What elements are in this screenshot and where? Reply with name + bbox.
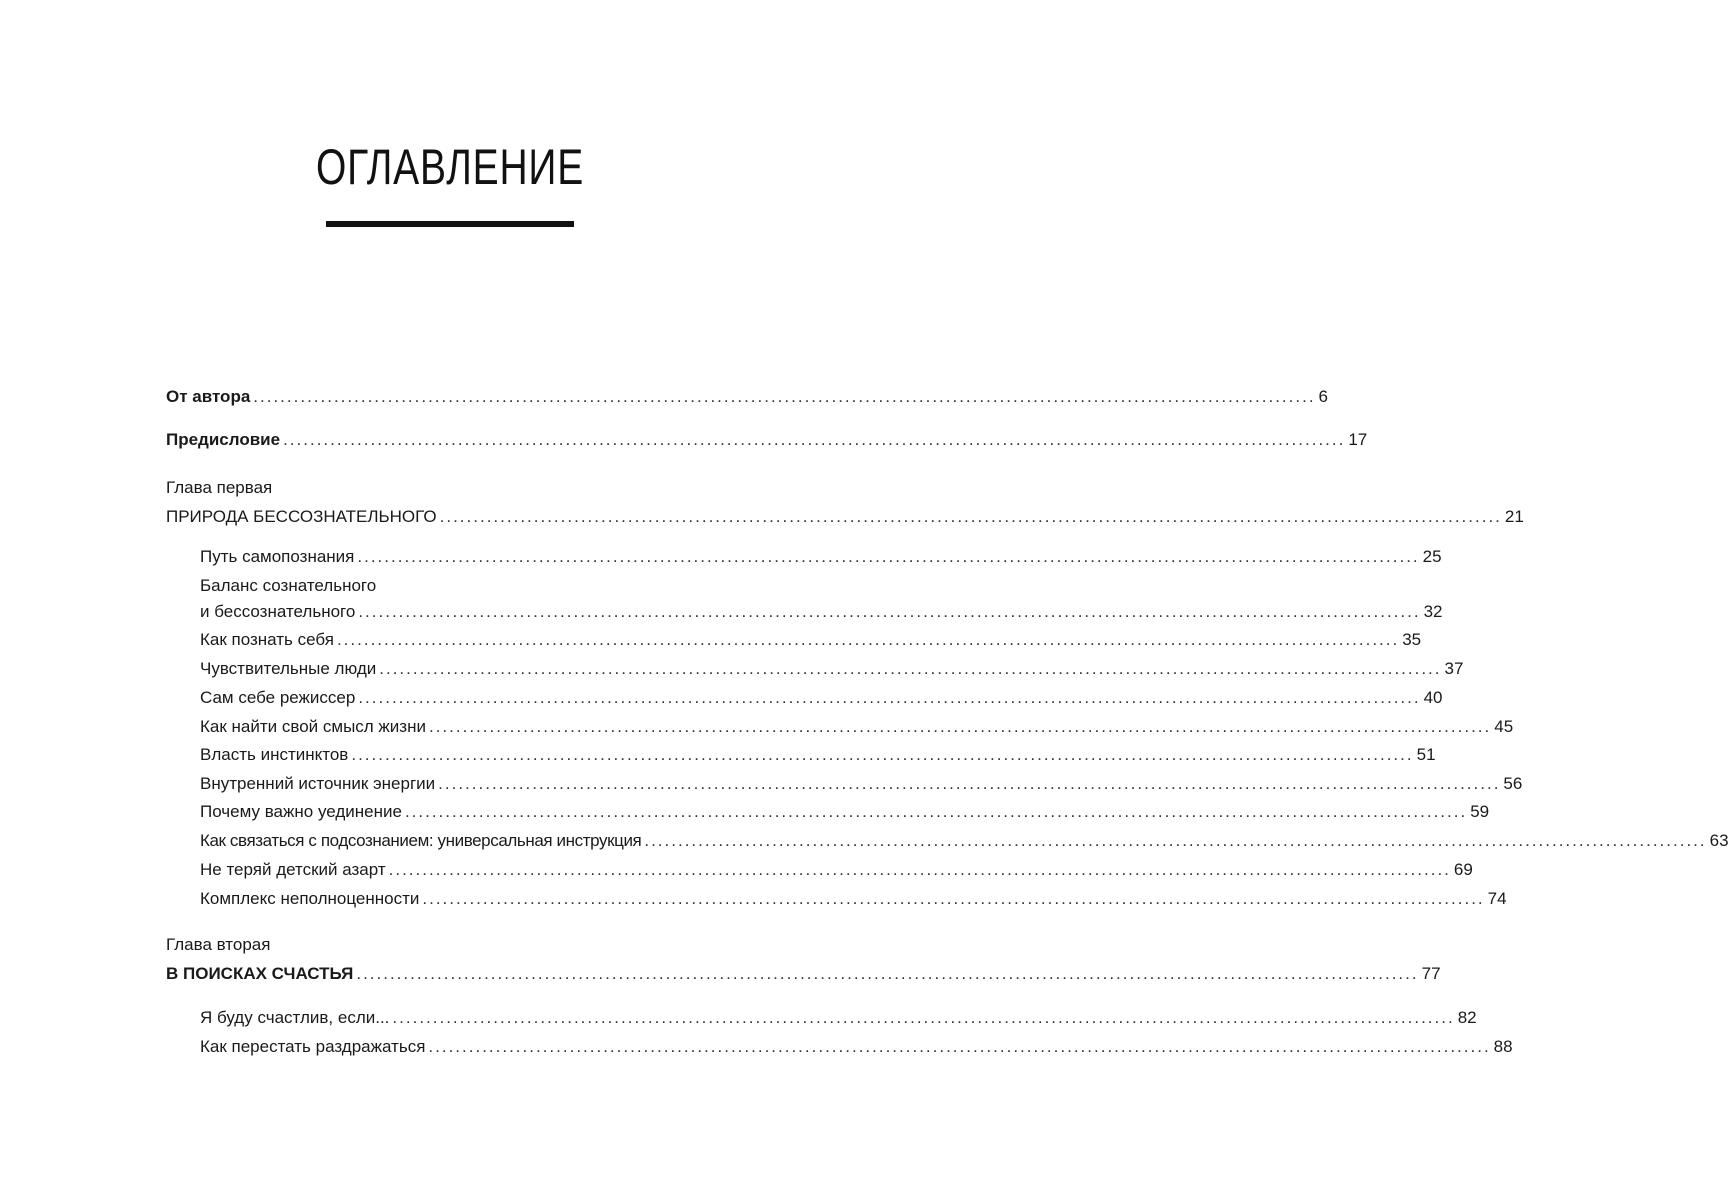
toc-entry-label: Не теряй детский азарт bbox=[200, 860, 386, 879]
toc-entry[interactable] bbox=[200, 659, 1464, 679]
dot-leader: .............................................................................................................................................................. bbox=[358, 688, 1421, 707]
toc-entry-label: Как найти свой смысл жизни bbox=[200, 717, 426, 736]
toc-page-number: 77 bbox=[1421, 964, 1441, 983]
dot-leader: .............................................................................................................................................................. bbox=[253, 387, 1316, 406]
dot-leader: .............................................................................................................................................................. bbox=[428, 1037, 1491, 1056]
chapter-heading: Глава первая bbox=[166, 478, 273, 497]
toc-entry-chapter[interactable] bbox=[166, 964, 1441, 984]
dot-leader: .............................................................................................................................................................. bbox=[428, 717, 1492, 736]
toc-entry[interactable] bbox=[200, 1037, 1513, 1057]
toc-entry-label: Я буду счастлив, если... bbox=[200, 1008, 390, 1027]
toc-entry-label-line: Баланс сознательного bbox=[200, 576, 377, 595]
toc-entry-label: Сам себе режиссер bbox=[200, 688, 356, 707]
dot-leader: .............................................................................................................................................................. bbox=[379, 659, 1442, 678]
dot-leader: .............................................................................................................................................................. bbox=[392, 1008, 1455, 1027]
toc-page-number: 74 bbox=[1487, 889, 1507, 908]
toc-entry[interactable] bbox=[200, 831, 1729, 851]
toc-page-number: 17 bbox=[1348, 430, 1368, 449]
toc-entry-label: В ПОИСКАХ СЧАСТЬЯ bbox=[166, 964, 354, 983]
toc-page-number: 51 bbox=[1416, 745, 1436, 764]
toc-entry[interactable] bbox=[200, 688, 1443, 708]
toc-page-number: 82 bbox=[1457, 1008, 1477, 1027]
toc-entry-label: Почему важно уединение bbox=[200, 802, 402, 821]
dot-leader: .............................................................................................................................................................. bbox=[388, 860, 1451, 879]
toc-page-number: 6 bbox=[1318, 387, 1329, 406]
toc-entry-label: Внутренний источник энергии bbox=[200, 774, 436, 793]
toc-entry-label: Комплекс неполноценности bbox=[200, 889, 420, 908]
toc-page-number: 45 bbox=[1494, 717, 1514, 736]
dot-leader: .............................................................................................................................................................. bbox=[358, 602, 1421, 621]
toc-page-number: 37 bbox=[1444, 659, 1464, 678]
toc-entry[interactable] bbox=[200, 602, 1443, 622]
dot-leader: .............................................................................................................................................................. bbox=[438, 774, 1501, 793]
toc-page-number: 25 bbox=[1422, 547, 1442, 566]
toc-entry[interactable] bbox=[200, 889, 1507, 909]
toc-entry[interactable] bbox=[200, 774, 1523, 794]
toc-entry-label: и бессознательного bbox=[200, 602, 356, 621]
toc-entry[interactable] bbox=[200, 802, 1490, 822]
toc-page-number: 56 bbox=[1503, 774, 1523, 793]
dot-leader: .............................................................................................................................................................. bbox=[283, 430, 1346, 449]
page-title: ОГЛАВЛЕНИЕ bbox=[315, 139, 585, 195]
toc-entry[interactable] bbox=[200, 860, 1473, 880]
toc-entry-label: ПРИРОДА БЕССОЗНАТЕЛЬНОГО bbox=[166, 507, 437, 526]
toc-entry-label: Путь самопознания bbox=[200, 547, 355, 566]
toc-page-number: 21 bbox=[1504, 507, 1524, 526]
toc-entry-label: Как познать себя bbox=[200, 630, 334, 649]
toc-page-number: 40 bbox=[1423, 688, 1443, 707]
toc-entry-preface[interactable] bbox=[166, 430, 1368, 450]
dot-leader: .............................................................................................................................................................. bbox=[439, 507, 1502, 526]
toc-entry[interactable] bbox=[200, 1008, 1477, 1028]
toc-entry-label: Власть инстинктов bbox=[200, 745, 349, 764]
dot-leader: .............................................................................................................................................................. bbox=[336, 630, 1400, 649]
toc-entry-label: Как перестать раздражаться bbox=[200, 1037, 426, 1056]
dot-leader: .............................................................................................................................................................. bbox=[422, 889, 1485, 908]
toc-page-number: 63 bbox=[1709, 831, 1729, 850]
toc-entry-author[interactable] bbox=[166, 387, 1329, 407]
toc-page-number: 35 bbox=[1402, 630, 1422, 649]
chapter-heading: Глава вторая bbox=[166, 935, 271, 954]
toc-entry[interactable] bbox=[200, 745, 1436, 765]
dot-leader: .............................................................................................................................................................. bbox=[404, 802, 1468, 821]
toc-page-number: 32 bbox=[1423, 602, 1443, 621]
toc-entry-label: Чувствительные люди bbox=[200, 659, 377, 678]
toc-entry[interactable] bbox=[200, 717, 1514, 737]
dot-leader: .............................................................................................................................................................. bbox=[351, 745, 1414, 764]
toc-entry-chapter[interactable] bbox=[166, 507, 1524, 527]
toc-entry[interactable] bbox=[200, 547, 1442, 567]
toc-entry[interactable] bbox=[200, 630, 1422, 650]
toc-entry-label: От автора bbox=[166, 387, 251, 406]
toc-entry-label: Предисловие bbox=[166, 430, 281, 449]
toc-entry-label: Как связаться с подсознанием: универсальная инструкция bbox=[200, 831, 642, 850]
toc-page-number: 69 bbox=[1453, 860, 1473, 879]
toc-page-number: 88 bbox=[1493, 1037, 1513, 1056]
toc-page-number: 59 bbox=[1470, 802, 1490, 821]
dot-leader: .............................................................................................................................................................. bbox=[357, 547, 1420, 566]
dot-leader: .............................................................................................................................................................. bbox=[356, 964, 1419, 983]
dot-leader: .............................................................................................................................................................. bbox=[644, 831, 1707, 850]
